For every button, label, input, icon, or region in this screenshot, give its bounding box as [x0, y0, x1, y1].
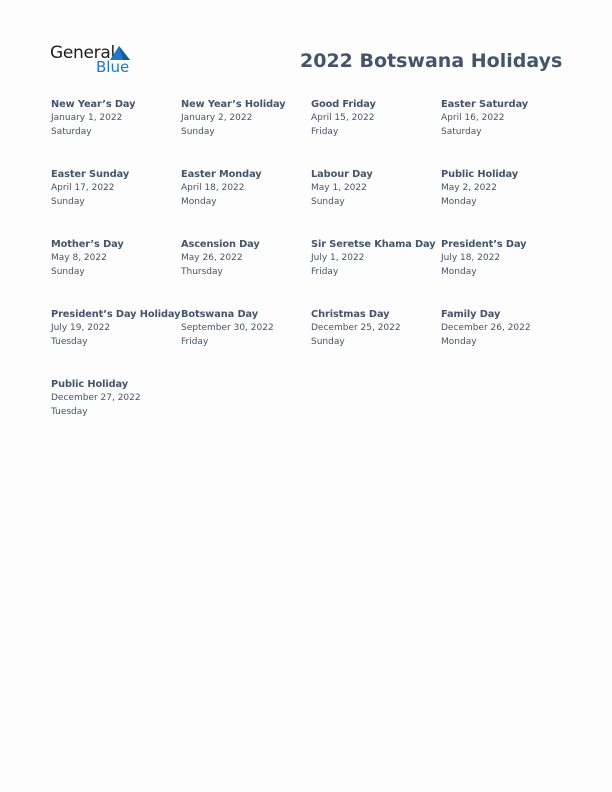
holiday-item — [311, 168, 441, 238]
holiday-item — [51, 378, 181, 448]
holiday-item — [181, 238, 311, 308]
holiday-weekday: Tuesday — [51, 336, 88, 347]
generalblue-logo — [50, 43, 140, 79]
holiday-date: January 1, 2022 — [51, 113, 123, 123]
page-title: 2022 Botswana Holidays — [300, 50, 563, 72]
holiday-date: April 15, 2022 — [311, 113, 375, 123]
holiday-name: Easter Sunday — [51, 169, 130, 180]
holiday-name: Public Holiday — [51, 379, 129, 390]
holiday-grid — [51, 98, 581, 448]
holiday-weekday: Thursday — [181, 266, 223, 277]
holiday-row — [51, 168, 581, 238]
holiday-weekday: Tuesday — [51, 406, 88, 417]
holiday-weekday: Saturday — [51, 126, 92, 137]
holiday-weekday: Monday — [441, 196, 477, 207]
holiday-row — [51, 378, 581, 448]
logo-text-blue: Blue — [96, 58, 130, 76]
holiday-item — [441, 168, 571, 238]
holiday-weekday: Sunday — [311, 196, 345, 207]
holiday-date: September 30, 2022 — [181, 323, 274, 333]
holiday-row — [51, 238, 581, 308]
holiday-row — [51, 98, 581, 168]
holiday-name: President’s Day — [441, 239, 527, 250]
holiday-item — [441, 308, 571, 378]
holiday-weekday: Monday — [441, 266, 477, 277]
holiday-name: New Year’s Day — [51, 99, 136, 110]
holiday-name: Labour Day — [311, 169, 373, 180]
holiday-item — [441, 98, 571, 168]
holiday-name: Botswana Day — [181, 309, 258, 320]
holiday-weekday: Sunday — [51, 266, 85, 277]
holiday-weekday: Monday — [441, 336, 477, 347]
holiday-item — [181, 168, 311, 238]
holiday-name: Good Friday — [311, 99, 376, 110]
holiday-name: Mother’s Day — [51, 239, 124, 250]
holiday-date: May 1, 2022 — [311, 183, 367, 193]
holiday-item — [51, 308, 181, 378]
logo-text-general: General — [50, 43, 115, 63]
holiday-name: Public Holiday — [441, 169, 519, 180]
holiday-date: January 2, 2022 — [181, 113, 253, 123]
holiday-date: May 26, 2022 — [181, 253, 243, 263]
holiday-item — [51, 98, 181, 168]
holiday-date: May 8, 2022 — [51, 253, 107, 263]
holiday-name: New Year’s Holiday — [181, 99, 286, 110]
holiday-date: December 25, 2022 — [311, 323, 401, 333]
holiday-name: Christmas Day — [311, 309, 390, 320]
holiday-date: July 19, 2022 — [51, 323, 111, 333]
holiday-date: April 18, 2022 — [181, 183, 245, 193]
holiday-name: President’s Day Holiday — [51, 309, 181, 320]
holiday-name: Easter Saturday — [441, 99, 529, 110]
holiday-name: Easter Monday — [181, 169, 262, 180]
holiday-weekday: Saturday — [441, 126, 482, 137]
holiday-date: April 17, 2022 — [51, 183, 115, 193]
holiday-item — [51, 168, 181, 238]
holiday-item — [181, 308, 311, 378]
holiday-name: Sir Seretse Khama Day — [311, 239, 436, 250]
holiday-date: July 18, 2022 — [441, 253, 501, 263]
holiday-item — [311, 238, 441, 308]
holiday-weekday: Monday — [181, 196, 217, 207]
holiday-weekday: Sunday — [181, 126, 215, 137]
holiday-weekday: Sunday — [51, 196, 85, 207]
holiday-weekday: Friday — [181, 336, 209, 347]
holiday-name: Family Day — [441, 309, 501, 320]
holiday-date: May 2, 2022 — [441, 183, 497, 193]
holiday-weekday: Sunday — [311, 336, 345, 347]
holiday-weekday: Friday — [311, 126, 339, 137]
holiday-date: December 26, 2022 — [441, 323, 531, 333]
holiday-row — [51, 308, 581, 378]
holiday-item — [311, 98, 441, 168]
holiday-date: April 16, 2022 — [441, 113, 505, 123]
holiday-item — [51, 238, 181, 308]
holiday-weekday: Friday — [311, 266, 339, 277]
holiday-item — [441, 238, 571, 308]
holiday-item — [311, 308, 441, 378]
holiday-date: December 27, 2022 — [51, 393, 141, 403]
holiday-item — [181, 98, 311, 168]
holiday-name: Ascension Day — [181, 239, 260, 250]
holiday-date: July 1, 2022 — [311, 253, 365, 263]
